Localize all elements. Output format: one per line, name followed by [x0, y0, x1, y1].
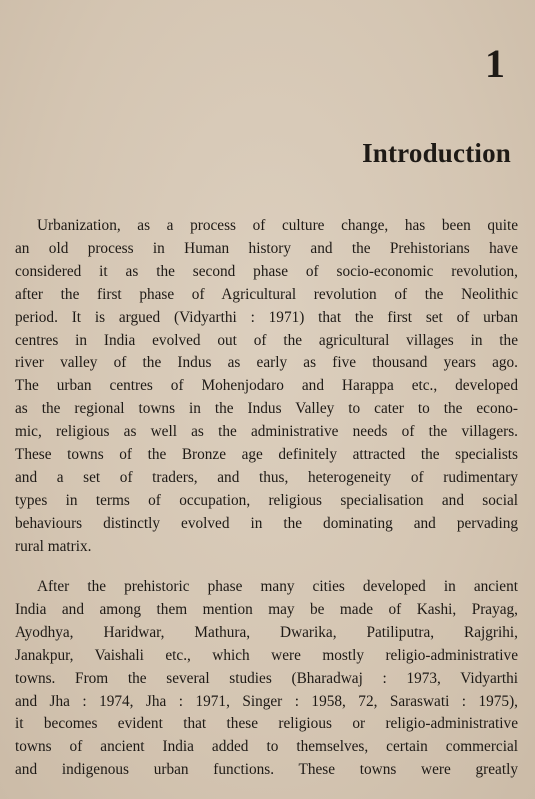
text-line: river valley of the Indus as early as five thousand years ago. — [15, 354, 518, 372]
text-line: India and among them mention may be made of Kashi, Prayag, — [15, 600, 518, 618]
text-line: Janakpur, Vaishali etc., which were mostly religio-administrative — [15, 646, 518, 664]
paragraph-2 — [15, 576, 518, 782]
text-line: period. It is argued (Vidyarthi : 1971) that the first set of urban — [15, 308, 518, 326]
chapter-title: Introduction — [362, 138, 511, 168]
text-line: rural matrix. — [15, 537, 92, 555]
text-line: towns. From the several studies (Bharadwaj : 1973, Vidyarthi — [15, 669, 518, 687]
text-line: an old process in Human history and the Prehistorians have — [15, 239, 518, 257]
text-line: types in terms of occupation, religious specialisation and social — [15, 491, 518, 509]
text-line: These towns of the Bronze age definitely attracted the specialists — [15, 446, 518, 464]
text-line: Urbanization, as a process of culture change, has been quite — [37, 217, 518, 234]
text-line: after the first phase of Agricultural revolution of the Neolithic — [15, 285, 518, 303]
text-line: The urban centres of Mohenjodaro and Harappa etc., developed — [15, 377, 518, 395]
text-line: and Jha : 1974, Jha : 1971, Singer : 1958, 72, Saraswati : 1975), — [15, 692, 518, 710]
text-line: After the prehistoric phase many cities developed in ancient — [37, 578, 518, 595]
text-line: it becomes evident that these religious or religio-administrative — [15, 715, 518, 733]
text-line: centres in India evolved out of the agricultural villages in the — [15, 331, 518, 349]
text-line: mic, religious as well as the administrative needs of the villagers. — [15, 423, 518, 441]
chapter-number: 1 — [485, 41, 505, 86]
text-line: Ayodhya, Haridwar, Mathura, Dwarika, Patiliputra, Rajgrihi, — [15, 623, 518, 641]
text-line: behaviours distinctly evolved in the dominating and pervading — [15, 514, 518, 532]
text-line: towns of ancient India added to themselves, certain commercial — [15, 738, 518, 756]
text-line: considered it as the second phase of socio-economic revolution, — [15, 262, 518, 280]
text-line: and indigenous urban functions. These towns were greatly — [15, 761, 518, 779]
text-line: and a set of traders, and thus, heterogeneity of rudimentary — [15, 468, 518, 486]
text-line: as the regional towns in the Indus Valley to cater to the econo- — [15, 400, 518, 418]
paragraph-1 — [15, 215, 518, 559]
